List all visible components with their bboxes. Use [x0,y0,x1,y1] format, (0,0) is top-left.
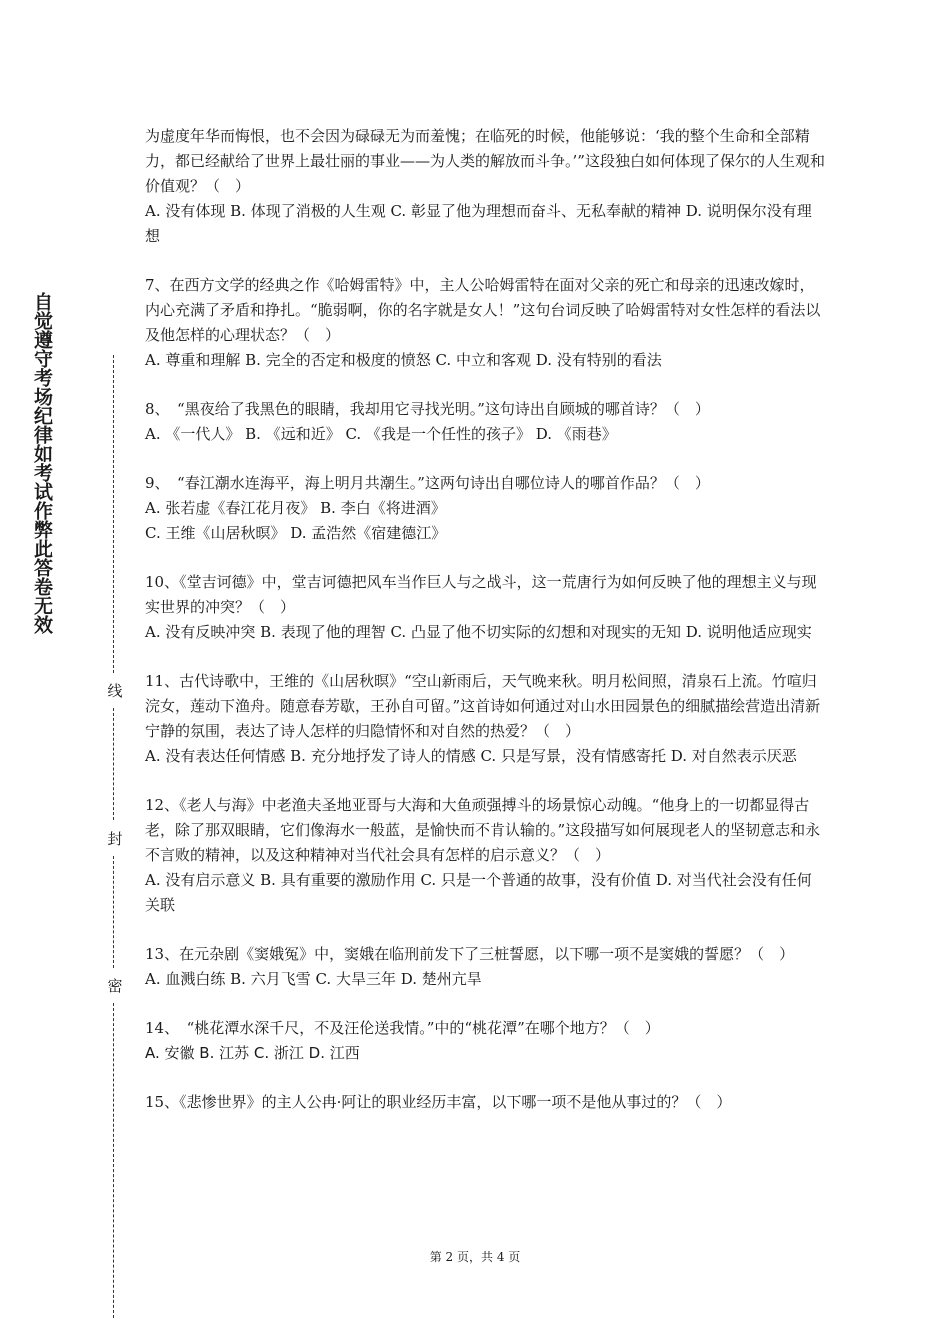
question-options: A. 没有反映冲突 B. 表现了他的理智 C. 凸显了他不切实际的幻想和对现实的无知 D. 说明他适应现实 [145,623,812,641]
question-7 [145,273,825,373]
question-12 [145,793,825,918]
question-options: A. 血溅白练 B. 六月飞雪 C. 大旱三年 D. 楚州亢旱 [145,970,482,988]
question-options: A. 尊重和理解 B. 完全的否定和极度的愤怒 C. 中立和客观 D. 没有特别的看法 [145,351,662,369]
question-options: A. 没有启示意义 B. 具有重要的激励作用 C. 只是一个普通的故事，没有价值 D. 对当代社会没有任何关联 [145,871,812,914]
question-15 [145,1090,825,1115]
question-stem: 13、在元杂剧《窦娥冤》中，窦娥在临刑前发下了三桩誓愿，以下哪一项不是窦娥的誓愿？（ ） [145,945,795,963]
question-options: A. 没有体现 B. 体现了消极的人生观 C. 彰显了他为理想而奋斗、无私奉献的精神 D. 说明保尔没有理想 [145,202,812,245]
question-13 [145,942,825,992]
question-stem: 为虚度年华而悔恨，也不会因为碌碌无为而羞愧；在临死的时候，他能够说：‘我的整个生命和全部精力，都已经献给了世界上最壮丽的事业——为人类的解放而斗争。’”这段独白如何体现了保尔的人生观和价值观？（ ） [145,127,825,195]
question-options: A. 没有表达任何情感 B. 充分地抒发了诗人的情感 C. 只是写景，没有情感寄托 D. 对自然表示厌恶 [145,747,797,765]
question-stem: 9、 “春江潮水连海平，海上明月共潮生。”这两句诗出自哪位诗人的哪首作品？（ ） [145,474,710,492]
page-footer: 第 2 页，共 4 页 [429,1250,521,1264]
question-6-continued [145,124,825,249]
question-stem: 14、 “桃花潭水深千尺，不及汪伦送我情。”中的“桃花潭”在哪个地方？（ ） [145,1019,660,1037]
question-14 [145,1016,825,1066]
question-list [145,124,825,1115]
binding-mark-line: 线 [107,682,123,700]
question-stem: 8、 “黑夜给了我黑色的眼睛，我却用它寻找光明。”这句诗出自顾城的哪首诗？（ ） [145,400,710,418]
question-stem: 7、在西方文学的经典之作《哈姆雷特》中，主人公哈姆雷特在面对父亲的死亡和母亲的迅速改嫁时，内心充满了矛盾和挣扎。“脆弱啊，你的名字就是女人！”这句台词反映了哈姆雷特对女性怎样的看法以及他怎样的心理状态？（ ） [145,276,821,344]
binding-mark-seal: 封 [107,830,123,848]
question-8 [145,397,825,447]
binding-dashed-line [113,856,114,968]
question-options: A. 张若虚《春江花月夜》 B. 李白《将进酒》 [145,499,446,517]
question-stem: 15、《悲惨世界》的主人公冉·阿让的职业经历丰富，以下哪一项不是他从事过的？（ ） [145,1093,732,1111]
question-options: A. 《一代人》 B. 《远和近》 C. 《我是一个任性的孩子》 D. 《雨巷》 [145,425,617,443]
question-9 [145,471,825,546]
question-options-line2: C. 王维《山居秋暝》 D. 孟浩然《宿建德江》 [145,524,447,542]
question-options: A. 安徽 B. 江苏 C. 浙江 D. 江西 [145,1044,360,1062]
binding-dashed-line [113,1003,114,1318]
question-stem: 10、《堂吉诃德》中，堂吉诃德把风车当作巨人与之战斗，这一荒唐行为如何反映了他的理想主义与现实世界的冲突？（ ） [145,573,817,616]
binding-dashed-line [113,708,114,820]
question-10 [145,570,825,645]
question-stem: 12、《老人与海》中老渔夫圣地亚哥与大海和大鱼顽强搏斗的场景惊心动魄。“他身上的一切都显得古老，除了那双眼睛，它们像海水一般蓝，是愉快而不肯认输的。”这段描写如何展现老人的坚韧意志和永不言败的精神，以及这种精神对当代社会具有怎样的启示意义？（ ） [145,796,821,864]
binding-dashed-line [113,355,114,673]
exam-discipline-notice: 自觉遵守考场纪律如考试作弊此答卷无效 [31,292,53,634]
question-11 [145,669,825,769]
binding-mark-secret: 密 [107,977,123,995]
question-stem: 11、古代诗歌中，王维的《山居秋暝》“空山新雨后，天气晚来秋。明月松间照，清泉石上流。竹喧归浣女，莲动下渔舟。随意春芳歇，王孙自可留。”这首诗如何通过对山水田园景色的细腻描绘营造出清新宁静的氛围，表达了诗人怎样的归隐情怀和对自然的热爱？（ ） [145,672,821,740]
